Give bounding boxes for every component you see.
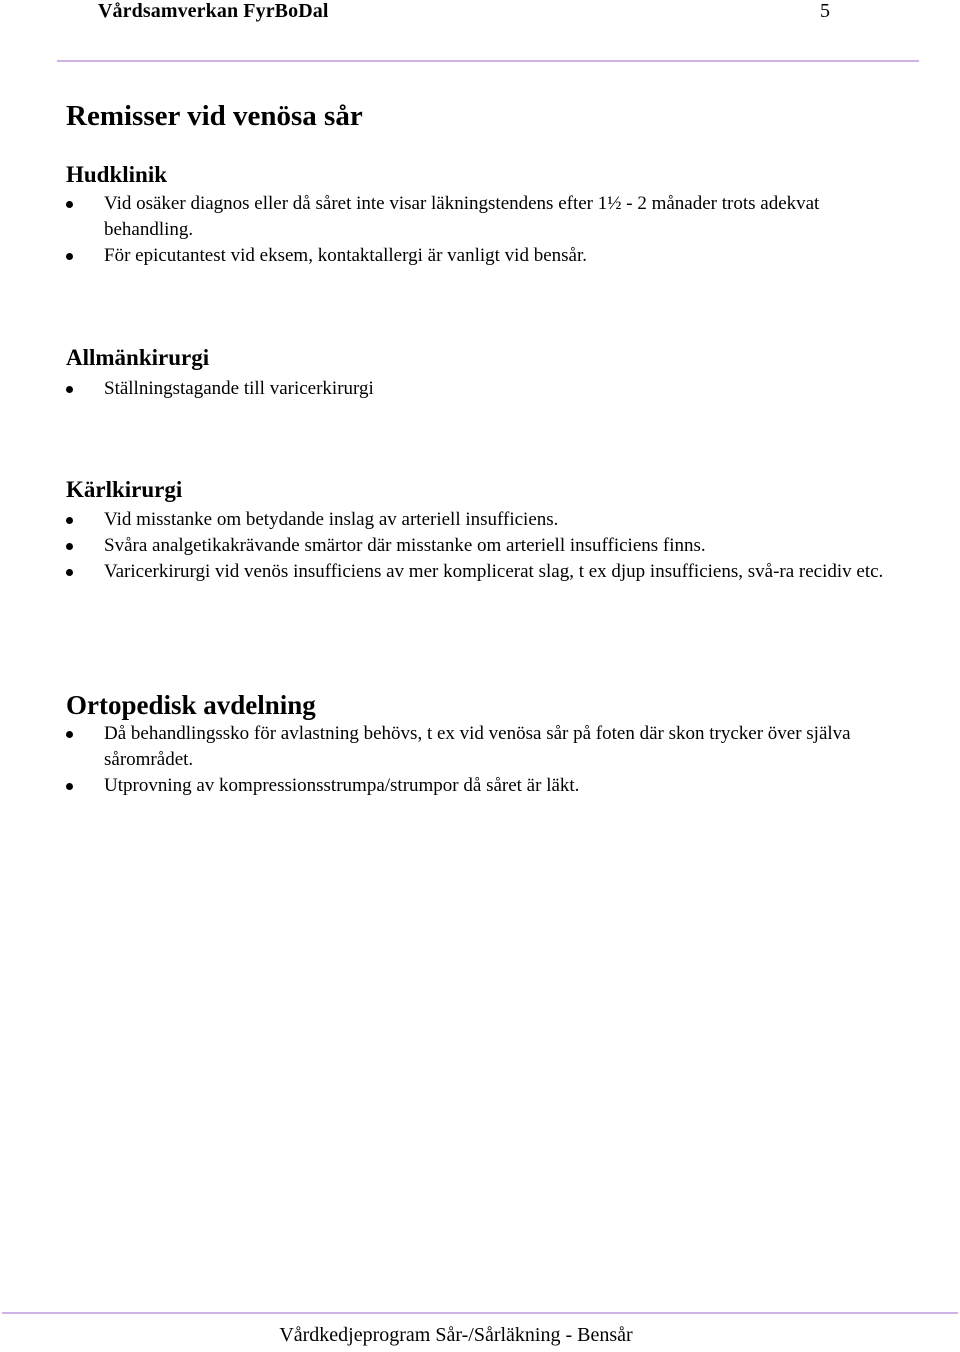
section-karlkirurgi [66,476,886,585]
section-heading: Allmänkirurgi [66,345,210,370]
list-item: Vid osäker diagnos eller då såret inte visar läkningstendens efter 1½ - 2 månader trots adekvat behandling. [66,191,886,243]
document-title-block [66,98,886,134]
list-item: Vid misstanke om betydande inslag av arteriell insufficiens. [66,507,886,533]
section-heading: Hudklinik [66,162,168,187]
header-divider [57,60,919,62]
list-item: Svåra analgetikakrävande smärtor där misstanke om arteriell insufficiens finns. [66,533,886,559]
list-item: Ställningstagande till varicerkirurgi [66,376,886,402]
bullet-icon [66,253,73,260]
section-heading: Ortopedisk avdelning [66,690,316,720]
bullet-icon [66,386,73,393]
footer-divider [2,1312,958,1314]
page-header [0,0,960,64]
list-item: Varicerkirurgi vid venös insufficiens av mer komplicerat slag, t ex djup insufficiens, svå-ra recidiv etc. [66,559,886,585]
section-hudklinik [66,161,886,269]
list-item: För epicutantest vid eksem, kontaktallergi är vanligt vid bensår. [66,243,886,269]
bullet-icon [66,731,73,738]
page-footer [0,1324,960,1347]
bullet-icon [66,201,73,208]
page-number: 5 [820,0,830,22]
section-allmankirurgi [66,344,886,402]
bullet-icon [66,543,73,550]
bullet-icon [66,783,73,790]
section-ortopedisk-avdelning [66,689,886,799]
header-title: Vårdsamverkan FyrBoDal [98,0,329,22]
list-item: Då behandlingssko för avlastning behövs, t ex vid venösa sår på foten där skon trycker över själva sårområdet. [66,721,886,773]
section-heading: Kärlkirurgi [66,477,183,502]
bullet-icon [66,517,73,524]
list-item: Utprovning av kompressionsstrumpa/strumpor då såret är läkt. [66,773,886,799]
bullet-icon [66,569,73,576]
footer-text: Vårdkedjeprogram Sår-/Sårläkning - Bensår [279,1324,633,1346]
document-title: Remisser vid venösa sår [66,100,363,132]
